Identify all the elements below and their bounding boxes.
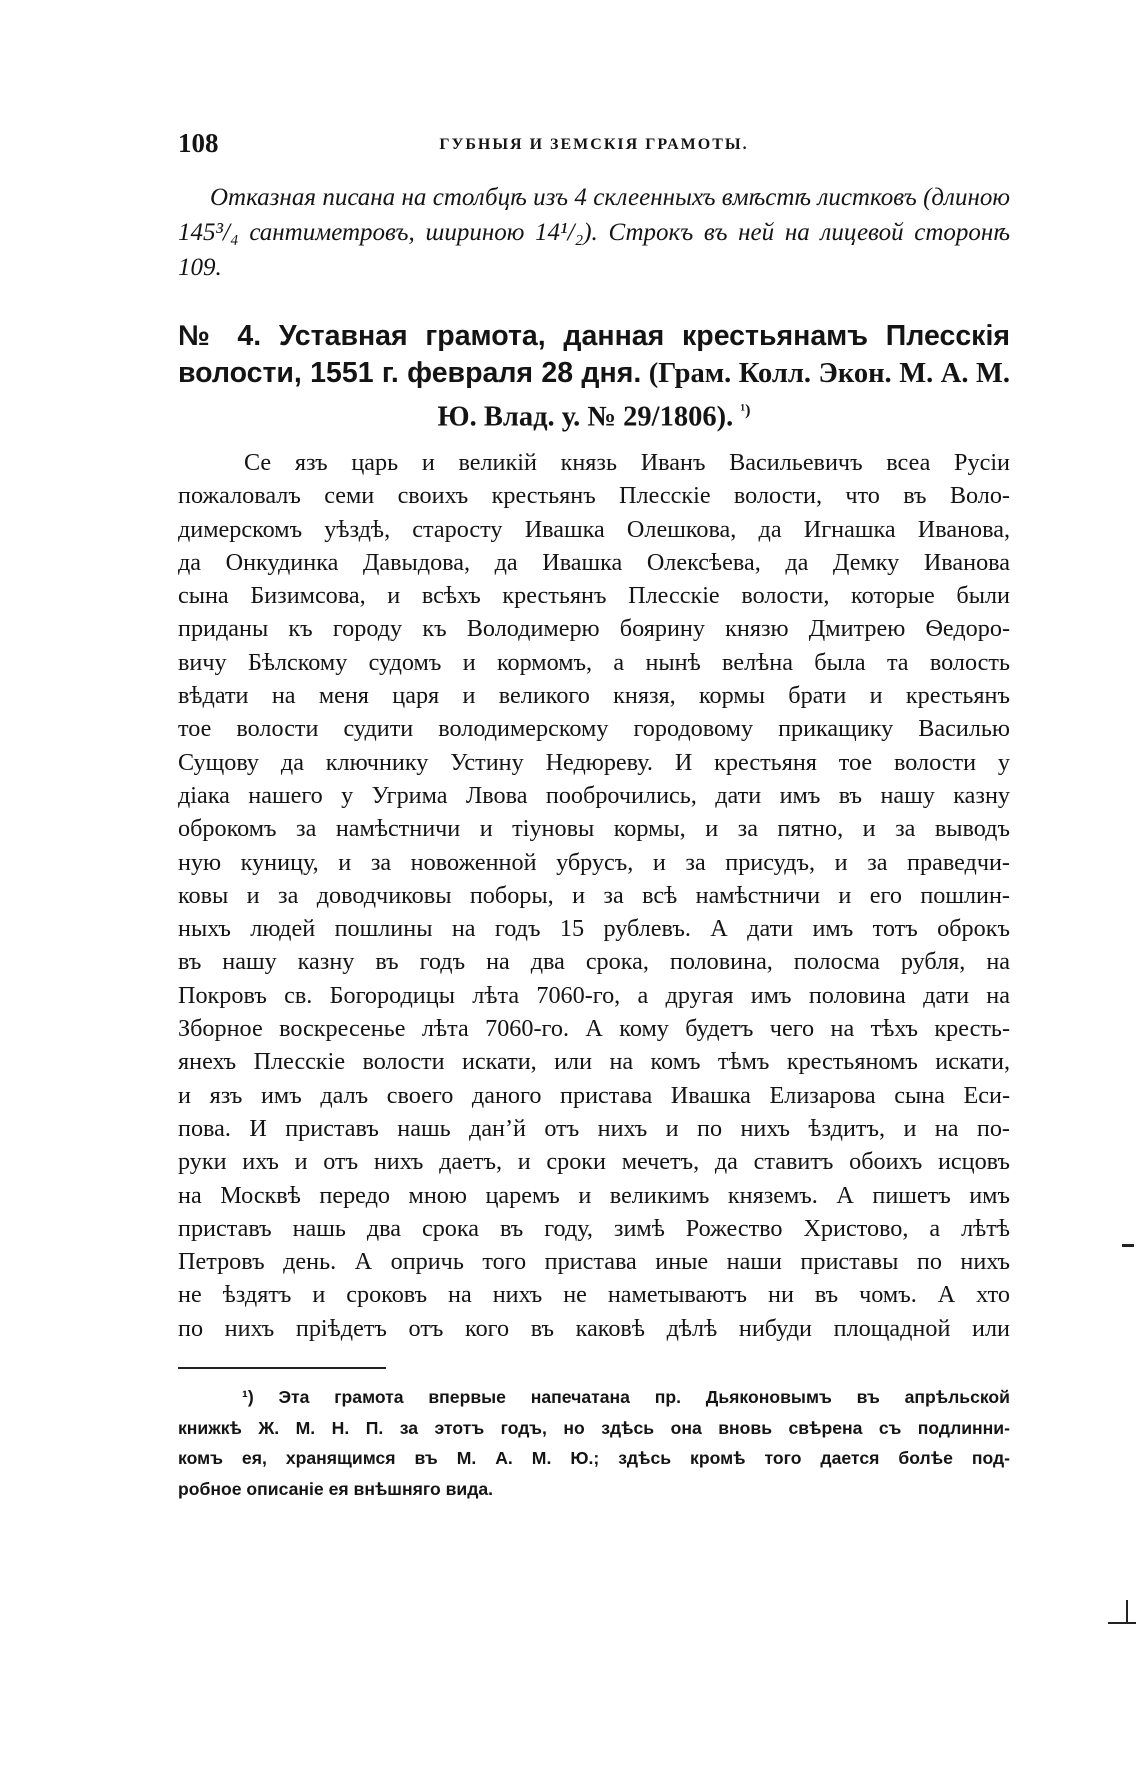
text-line: ковы и за доводчиковы поборы, и за всѣ намѣстничи и его пошлин-: [178, 881, 1010, 909]
page-header: [178, 128, 1010, 164]
text-line: сына Бизимсова, и всѣхъ крестьянъ Плесскіе волости, которые были: [178, 582, 1010, 610]
document-title-heading: № 4. Уставная грамота, данная крестьянамъ Плесскія волости, 1551 г. февраля 28 дня.: [178, 320, 1010, 389]
text-line: и язъ имъ далъ своего даного пристава Ивашка Елизарова сына Еси-: [178, 1081, 1010, 1109]
footnote-line: робное описаніе ея внѣшняго вида.: [178, 1478, 494, 1499]
intro-paragraph: Отказная писана на столбцѣ изъ 4 склеенныхъ вмѣстѣ листковъ (длиною 145³/₄ сантиметровъ, шириною 14¹/₂). Строкъ въ ней на лицевой сторонѣ 109.: [178, 184, 1010, 281]
footnote: [178, 1382, 1010, 1504]
text-line: янехъ Плесскіе волости искати, или на комъ тѣмъ крестьяномъ искати,: [178, 1048, 1010, 1076]
text-line: пожаловалъ семи своихъ крестьянъ Плесскіе волости, что въ Воло-: [178, 482, 1010, 510]
scan-mark: [1126, 1600, 1128, 1622]
text-line: Зборное воскресенье лѣта 7060-го. А кому будетъ чего на тѣхъ кресть-: [178, 1015, 1010, 1043]
footnote-line: комъ ея, хранящимся въ М. А. М. Ю.; здѣсь кромѣ того дается болѣе под-: [178, 1448, 1010, 1468]
running-head: ГУБНЫЯ И ЗЕМСКІЯ ГРАМОТЫ.: [439, 136, 749, 153]
text-line: ную куницу, и за новоженной убрусъ, и за присудъ, и за праведчи-: [178, 848, 1010, 876]
footnote-divider: [178, 1367, 386, 1369]
text-line: вѣдати на меня царя и великого князя, кормы брати и крестьянъ: [178, 682, 1010, 710]
document-title: [178, 318, 1010, 436]
text-line: діака нашего у Угрима Лвова пооброчились, дати имъ въ нашу казну: [178, 781, 1010, 809]
text-line: пова. И приставъ нашь данʼй отъ нихъ и по нихъ ѣздитъ, и на по-: [178, 1114, 1010, 1142]
document-title-reference: (Грам. Колл. Экон. М. А. М. Ю. Влад. у. № 29/1806).: [437, 358, 1011, 433]
footnote-mark: ¹): [740, 402, 751, 419]
text-line: на Москвѣ передо мною царемъ и великимъ княземъ. А пишетъ имъ: [178, 1181, 1010, 1209]
text-line: димерскомъ уѣздѣ, старосту Ивашка Олешкова, да Игнашка Иванова,: [178, 515, 1010, 543]
text-line: ныхъ людей пошлины на годъ 15 рублевъ. А дати имъ тотъ оброкъ: [178, 915, 1010, 943]
text-line: приданы къ городу къ Володимерю боярину князю Дмитрею Ѳедоро-: [178, 615, 1010, 643]
text-line: Покровъ св. Богородицы лѣта 7060-го, а другая имъ половина дати на: [178, 981, 1010, 1009]
text-line: Петровъ день. А опричь того пристава иные наши приставы по нихъ: [178, 1248, 1010, 1276]
text-line: Се язъ царь и великій князь Иванъ Васильевичъ всеа Русіи: [244, 449, 1010, 476]
text-line: да Онкудинка Давыдова, да Ивашка Олексѣева, да Демку Иванова: [178, 548, 1010, 576]
text-line: Сущову да ключнику Устину Недюреву. И крестьяня тое волости у: [178, 748, 1010, 776]
page-number: 108: [178, 128, 219, 158]
text-line: вичу Бѣлскому судомъ и кормомъ, а нынѣ велѣна была та волость: [178, 648, 1010, 676]
scan-mark: [1108, 1622, 1136, 1624]
charter-text: [178, 446, 1010, 1345]
text-line: руки ихъ и отъ нихъ даетъ, и сроки мечетъ, да ставитъ обоихъ исцовъ: [178, 1148, 1010, 1176]
text-line: приставъ нашь два срока въ году, зимѣ Рожество Христово, а лѣтѣ: [178, 1214, 1010, 1242]
text-line: по нихъ пріѣдетъ отъ кого въ каковѣ дѣлѣ нибуди площадной или: [178, 1314, 1010, 1342]
text-line: тое волости судити володимерскому городовому прикащику Василью: [178, 715, 1010, 743]
text-line: въ нашу казну въ годъ на два срока, половина, полосма рубля, на: [178, 948, 1010, 976]
scan-mark: [1122, 1244, 1134, 1247]
text-line: не ѣздятъ и сроковъ на нихъ не наметываютъ ни въ чомъ. А хто: [178, 1281, 1010, 1309]
text-line: оброкомъ за намѣстничи и тіуновы кормы, и за пятно, и за выводъ: [178, 815, 1010, 843]
footnote-line: книжкѣ Ж. М. Н. П. за этотъ годъ, но здѣсь она вновь свѣрена съ подлинни-: [178, 1417, 1010, 1438]
footnote-line: ¹) Эта грамота впервые напечатана пр. Дьяконовымъ въ апрѣльской: [242, 1387, 1010, 1407]
